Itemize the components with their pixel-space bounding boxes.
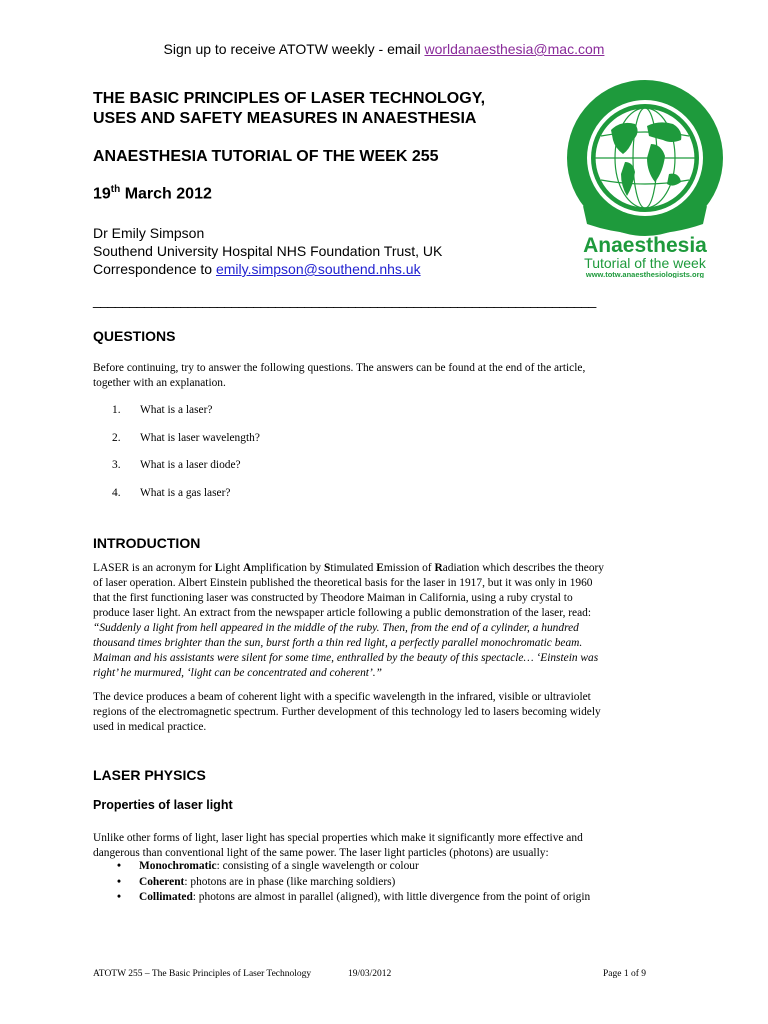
footer-date: 19/03/2012 [348,969,392,979]
question-item [112,459,241,471]
question-text: What is a gas laser? [140,487,231,499]
bullet-item [117,891,590,903]
quote-line: Maiman and his assistants were silent for some time, enthralled by the beauty of this spectacle… ‘Einstein was [93,652,599,664]
intro-line-1: LASER is an acronym for Light Amplification by Stimulated Emission of Radiation which describes the theory [93,562,605,574]
correspondence-line [93,260,442,278]
correspondence-label: Correspondence to [93,261,216,277]
question-item [112,487,230,499]
bullet-term: Coherent [139,876,185,888]
properties-line: dangerous than conventional light of the same power. The laser light particles (photons) are usually: [93,847,549,859]
bullet-desc: : photons are in phase (like marching soldiers) [184,876,396,888]
intro-line-1-end: adiation which describes the theory [442,562,605,574]
intro-line: that the first functioning laser was constructed by Theodore Maiman in California, using a ruby crystal to [93,592,573,604]
signup-text: Sign up to receive ATOTW weekly - email [163,41,425,57]
footer-title: ATOTW 255 – The Basic Principles of Laser Technology [93,969,312,979]
author-name: Dr Emily Simpson [93,225,205,241]
date-suffix: th [110,184,121,195]
author-block [93,224,442,278]
properties-line: Unlike other forms of light, laser light has special properties which make it significantly more effective and [93,832,583,844]
title-line-1: THE BASIC PRINCIPLES OF LASER TECHNOLOGY, [93,90,486,107]
quote-line: thousand times brighter than the sun, burst forth a thin red light, a perfectly parallel monochromatic beam. [93,637,583,649]
properties-subheading: Properties of laser light [93,798,233,812]
introduction-heading: INTRODUCTION [93,535,201,551]
bullet-desc: : photons are almost in parallel (aligned), with little divergence from the point of origin [192,891,591,903]
author-affiliation: Southend University Hospital NHS Foundation Trust, UK [93,243,443,259]
signup-line [0,41,768,57]
question-number: 4. [112,487,121,499]
divider-rule: _____________________________________________________________________ [93,292,596,308]
device-paragraph [93,690,655,735]
quote-line: right’ he murmured, ‘light can be concentrated and coherent’.” [93,667,382,679]
publication-date [93,184,212,203]
device-line: used in medical practice. [93,721,207,733]
date-rest: March 2012 [120,185,212,203]
logo-tagline: Tutorial of the week [584,255,706,271]
question-number: 1. [112,404,121,416]
bullet-item [117,860,419,872]
properties-paragraph [93,831,655,861]
quote-line: “Suddenly a light from hell appeared in the middle of the ruby. Then, from the end of a cylinder, a hundred [93,622,579,634]
device-line: regions of the electromagnetic spectrum. Further development of this technology led to lasers becoming widely [93,706,601,718]
device-line: The device produces a beam of coherent light with a specific wavelength in the infrared, visible or ultraviolet [93,691,591,703]
question-item [112,404,212,416]
signup-email-link[interactable]: worldanaesthesia@mac.com [424,41,605,57]
question-number: 3. [112,459,121,471]
footer-page-number: Page 1 of 9 [603,969,647,979]
question-text: What is a laser diode? [140,459,241,471]
logo-url: www.totw.anaesthesiologists.org [585,270,705,278]
questions-intro [93,361,655,391]
date-day: 19 [93,185,111,203]
logo-brand: Anaesthesia [583,234,707,257]
intro-line: produce laser light. An extract from the newspaper article following a public demonstration of the laser, read: [93,607,592,619]
question-number: 2. [112,432,121,444]
laser-physics-heading: LASER PHYSICS [93,767,206,783]
document-title [93,89,485,129]
wfsa-emblem [555,78,735,278]
question-text: What is a laser? [140,404,213,416]
bullet-desc: : consisting of a single wavelength or colour [216,860,419,872]
bullet-icon: • [117,876,121,888]
bullet-term: Monochromatic [139,860,217,872]
question-item [112,432,260,444]
bullet-icon: • [117,860,121,872]
title-line-2: USES AND SAFETY MEASURES IN ANAESTHESIA [93,110,477,127]
questions-intro-line-1: Before continuing, try to answer the following questions. The answers can be found at the end of the article, [93,362,586,374]
question-text: What is laser wavelength? [140,432,260,444]
bullet-term: Collimated [139,891,193,903]
questions-heading: QUESTIONS [93,328,176,344]
questions-intro-line-2: together with an explanation. [93,377,226,389]
intro-line-1-emission: mission of [383,562,435,574]
introduction-paragraph [93,561,655,681]
intro-line: of laser operation. Albert Einstein published the theoretical basis for the laser in 1917, but it was only in 1960 [93,577,593,589]
correspondence-email-link[interactable]: emily.simpson@southend.nhs.uk [215,261,421,277]
tutorial-number: ANAESTHESIA TUTORIAL OF THE WEEK 255 [93,148,439,165]
bullet-item [117,876,395,888]
bullet-icon: • [117,891,121,903]
maiman-quote [93,621,655,681]
wfsa-logo [555,78,735,278]
